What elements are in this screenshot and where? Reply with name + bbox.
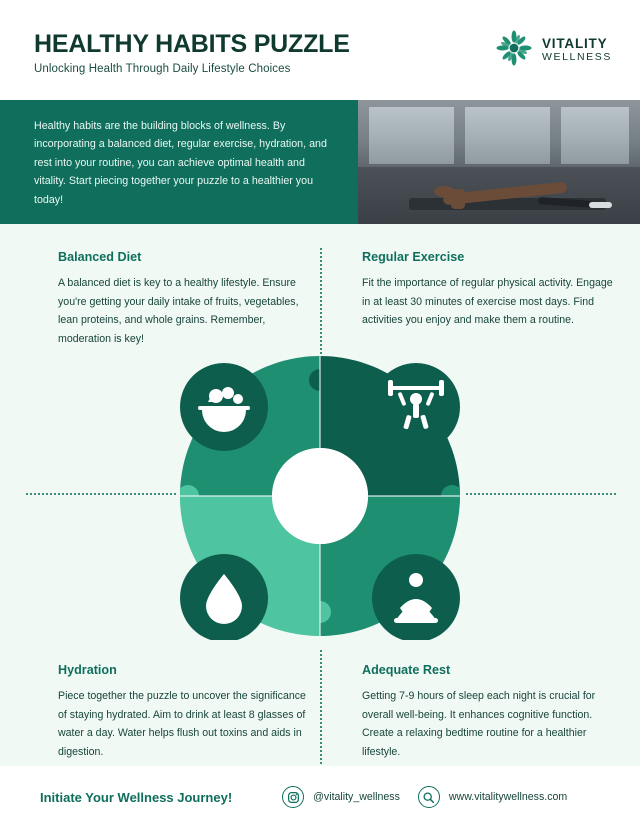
- page-title: HEALTHY HABITS PUZZLE: [34, 29, 350, 58]
- photo-window: [465, 107, 550, 164]
- page-subtitle: Unlocking Health Through Daily Lifestyle Choices: [34, 62, 291, 75]
- page-footer: [0, 766, 640, 828]
- intro-paragraph: Healthy habits are the building blocks of wellness. By incorporating a balanced diet, regular exercise, hydration, and rest into your routine, you can achieve optimal health and vitality. Start piecing together your puzzle to a healthier you today!: [34, 120, 327, 206]
- puzzle-diagram: [160, 352, 480, 640]
- intro-text-panel: [0, 100, 358, 224]
- brand-name: VITALITY: [542, 35, 608, 51]
- photo-person-shoe: [589, 202, 612, 208]
- section-adequate-rest: [362, 663, 614, 761]
- flower-burst-icon: [495, 29, 533, 72]
- gym-photo: [358, 100, 640, 224]
- brand-logo: [495, 29, 612, 72]
- divider-horizontal-right: [466, 493, 616, 495]
- divider-vertical-bottom: [320, 650, 322, 768]
- footer-instagram[interactable]: [282, 786, 400, 808]
- section-heading-regular-exercise: Regular Exercise: [362, 250, 465, 264]
- title-block: [34, 26, 350, 75]
- section-regular-exercise: [362, 250, 614, 330]
- brand-text: [542, 37, 612, 63]
- photo-person-arm: [451, 189, 465, 209]
- section-heading-balanced-diet: Balanced Diet: [58, 250, 142, 264]
- section-body-regular-exercise: Fit the importance of regular physical activity. Engage in at least 30 minutes of exercise most days. Find activities you enjoy and make them a routine.: [362, 277, 613, 327]
- instagram-icon[interactable]: [282, 786, 304, 808]
- puzzle-center-hole: [272, 448, 368, 544]
- search-icon[interactable]: [418, 786, 440, 808]
- website-url[interactable]: www.vitalitywellness.com: [448, 791, 568, 803]
- icon-bubble-rest: [372, 554, 460, 640]
- section-heading-adequate-rest: Adequate Rest: [362, 663, 451, 677]
- photo-window: [561, 107, 629, 164]
- section-body-hydration: Piece together the puzzle to uncover the significance of staying hydrated. Aim to drink at least 8 glasses of water a day. Water helps flush out toxins and aids in digestion.: [58, 690, 306, 758]
- footer-website[interactable]: [418, 786, 567, 808]
- section-body-balanced-diet: A balanced diet is key to a healthy lifestyle. Ensure you're getting your daily intake of fruits, vegetables, lean proteins, and whole grains. Remember, moderation is key!: [58, 277, 299, 345]
- divider-horizontal-left: [26, 493, 176, 495]
- instagram-handle[interactable]: @vitality_wellness: [313, 791, 400, 803]
- section-body-adequate-rest: Getting 7-9 hours of sleep each night is crucial for overall well-being. It enhances cognitive function. Create a relaxing bedtime routine for a healthier lifestyle.: [362, 690, 596, 758]
- section-balanced-diet: [58, 250, 310, 348]
- footer-cta: Initiate Your Wellness Journey!: [40, 789, 233, 805]
- section-hydration: [58, 663, 310, 761]
- photo-window: [369, 107, 454, 164]
- page-header: [0, 0, 640, 100]
- intro-band: [0, 100, 640, 224]
- section-heading-hydration: Hydration: [58, 663, 117, 677]
- brand-tagline: WELLNESS: [542, 51, 612, 64]
